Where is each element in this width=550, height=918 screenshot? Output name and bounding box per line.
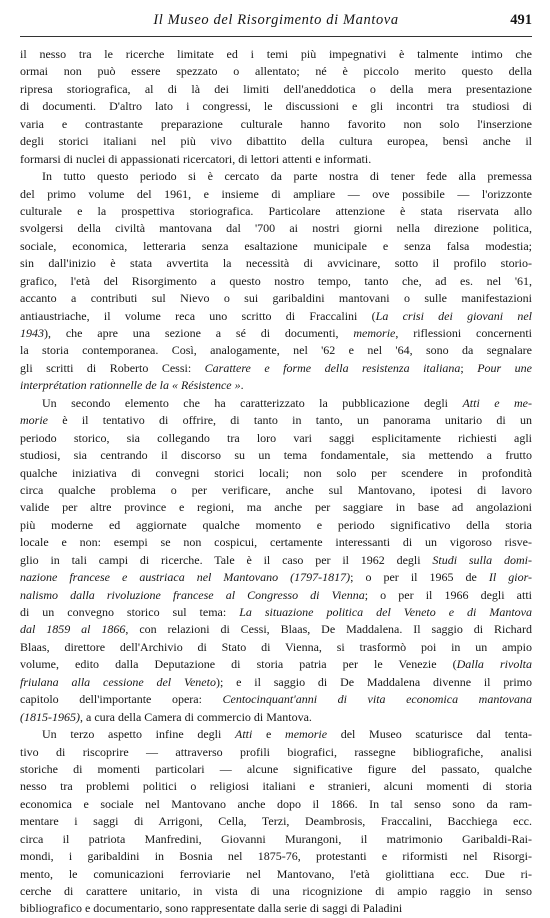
text-line: antiaustriache, il volume reca uno scritto di Fraccalini (La crisi dei giovani nel	[20, 308, 532, 323]
text-line: storiche di momenti particolari — alcune significative figure del passato, qualche	[20, 761, 532, 776]
text-line: nesso tra problemi politici o religiosi italiani e stranieri, alcuni momenti di storia	[20, 779, 532, 794]
text-line: sociale, economica, letteraria senza esaltazione municipale e senza falsa modestia;	[20, 238, 532, 253]
text-line: Un secondo elemento che ha caratterizzato la pubblicazione degli Atti e me-	[42, 395, 532, 410]
text-line: qualche iniziativa di convegni storici locali; non solo per scendere in profondità	[20, 465, 532, 480]
text-line: economica e sociale nel Mantovano anche dopo il 1866. In tal senso sono da ram-	[20, 796, 532, 811]
text-line: nazione francese e austriaca nel Mantovano (1797-1817); o per il 1965 de Il gior-	[20, 570, 532, 585]
text-line: di un convegno storico sul tema: La situazione politica del Veneto e di Mantova	[20, 605, 532, 619]
text-line: sin dall'inizio è stata avvertita la necessità di avvicinare, sotto il profilo storio-	[20, 256, 532, 271]
text-line: la storia contemporanea. Così, analogamente, nel '62 e nel '64, sono da segnalare	[20, 343, 532, 358]
text-line: morie è il tentativo di offrire, di tanto in tanto, un panorama unitario di un	[20, 413, 532, 428]
text-line: mento, le comunicazioni ferroviarie nel Mantovano, l'età giolittiana ecc. Due ri-	[20, 866, 532, 881]
text-line: In tutto questo periodo si è cercato da parte nostra di tener fede alla premessa	[42, 169, 532, 184]
page-number: 491	[510, 12, 532, 28]
text-line: gli scritti di Roberto Cessi: Carattere e forme della resistenza italiana; Pour une	[20, 360, 532, 375]
text-line: volume, edito dalla Deputazione di storia patria per le Venezie (Dalla rivolta	[20, 657, 532, 672]
text-line: locale e non: esempi se non cospicui, certamente interessanti di un vigoroso risve-	[20, 535, 532, 550]
text-line: ormai non può essere spezzato o allentato; né è piccolo merito questo della	[20, 64, 532, 79]
text-line: 1943), che apre una sezione a sé di documenti, memorie, riflessioni concernenti	[20, 326, 532, 340]
body-text	[20, 46, 532, 918]
text-line: studiosi, sia centrando il discorso su un tema fondamentale, sia mettendo a frutto	[20, 448, 532, 463]
paragraph	[20, 395, 532, 726]
text-line: grafico, l'età del Risorgimento a questo nostro tempo, tanto che, ad es. nel '61,	[20, 273, 532, 288]
page-header	[20, 10, 532, 37]
text-line: culturale e la prospettiva storiografica. Particolare attenzione è stata riservata allo	[20, 203, 532, 218]
text-line: cerche di carattere unitario, in vista di una ricognizione di ampio raggio in senso	[20, 884, 532, 898]
text-line: svolgersi della civiltà mantovana dal '700 ai nostri giorni nella direzione politica,	[20, 221, 532, 236]
paragraph	[20, 46, 532, 168]
text-line: interprétation rationnelle de la « Résistence ».	[20, 378, 244, 393]
text-line: degli storici italiani nel più vivo dibattito della cultura europea, bensì anche il	[20, 134, 532, 149]
text-line: ripresa storiografica, al di là dei limiti dell'aneddotica o della mera presentazione	[20, 81, 532, 96]
text-line: formarsi di nuclei di appassionati ricercatori, di lettori attenti e informati.	[20, 151, 372, 166]
text-line: mentare i saggi di Arrigoni, Cella, Terzi, Deambrosis, Fraccalini, Bacchiega ecc.	[20, 814, 532, 829]
text-line: dal 1859 al 1866, con relazioni di Cessi, Blaas, De Maddalena. Il saggio di Richard	[20, 622, 532, 637]
text-line: mondi, i garibaldini in Bosnia nel 1875-76, protestanti e riformisti nel Risorgi-	[20, 849, 532, 864]
text-line: (1815-1965), a cura della Camera di commercio di Mantova.	[20, 709, 312, 724]
text-line: glio in tali campi di ricerche. Tale è il caso per il 1962 degli Studi sulla domi-	[20, 552, 532, 567]
text-line: capitolo dell'importante opera: Centocinquant'anni di vita economica mantovana	[20, 692, 532, 707]
text-line: varia e contrastante preparazione culturale hanno favorito non solo l'inserzione	[20, 116, 532, 131]
text-line: bibliografico e documentario, sono rappresentate dalla serie di saggi di Paladini	[20, 901, 403, 916]
text-line: circa il patriota Manfredini, Giovanni Murangoni, il matrimonio Garibaldi-Rai-	[20, 831, 532, 846]
running-title: Il Museo del Risorgimento di Mantova	[153, 12, 399, 28]
paragraph	[20, 168, 532, 395]
text-line: il nesso tra le ricerche limitate ed i temi più impegnativi è talmente intimo che	[20, 47, 532, 61]
text-line: più moderne ed aggiornate qualche momento e periodo significativo della storia	[20, 517, 532, 532]
text-line: periodo storico, sia collegando tra loro vari saggi esplicitamente richiesti agli	[20, 430, 532, 445]
text-line: accanto a contributi sul Nievo o sui garibaldini mantovani o sulle manifestazioni	[20, 291, 532, 306]
text-line: circa qualche problema o per verificare, anche sul Mantovano, ipotesi di lavoro	[20, 482, 532, 497]
paragraph	[20, 726, 532, 918]
text-line: Blaas, direttore dell'Archivio di Stato di Vienna, si trasformò poi in un ampio	[20, 639, 532, 654]
text-line: di documenti. D'altro lato i congressi, le discussioni e gli incontri tra studiosi di	[20, 99, 532, 114]
text-line: friulana alla cessione del Veneto); e il saggio di De Maddalena divenne il primo	[20, 674, 532, 689]
text-line: Un terzo aspetto infine degli Atti e memorie del Museo scaturisce dal tenta-	[42, 727, 532, 742]
text-line: tivo di riscoprire — attraverso profili biografici, rassegne bibliografiche, analisi	[20, 744, 532, 759]
text-line: del primo volume del 1961, e insieme di ampliare — ove possibile — l'orizzonte	[20, 186, 532, 201]
text-line: nalismo dalla rivoluzione francese al Congresso di Vienna; o per il 1966 degli atti	[20, 587, 532, 602]
text-line: valide per altre province e regioni, ma anche per saggiare in base ad angolazioni	[20, 500, 532, 515]
